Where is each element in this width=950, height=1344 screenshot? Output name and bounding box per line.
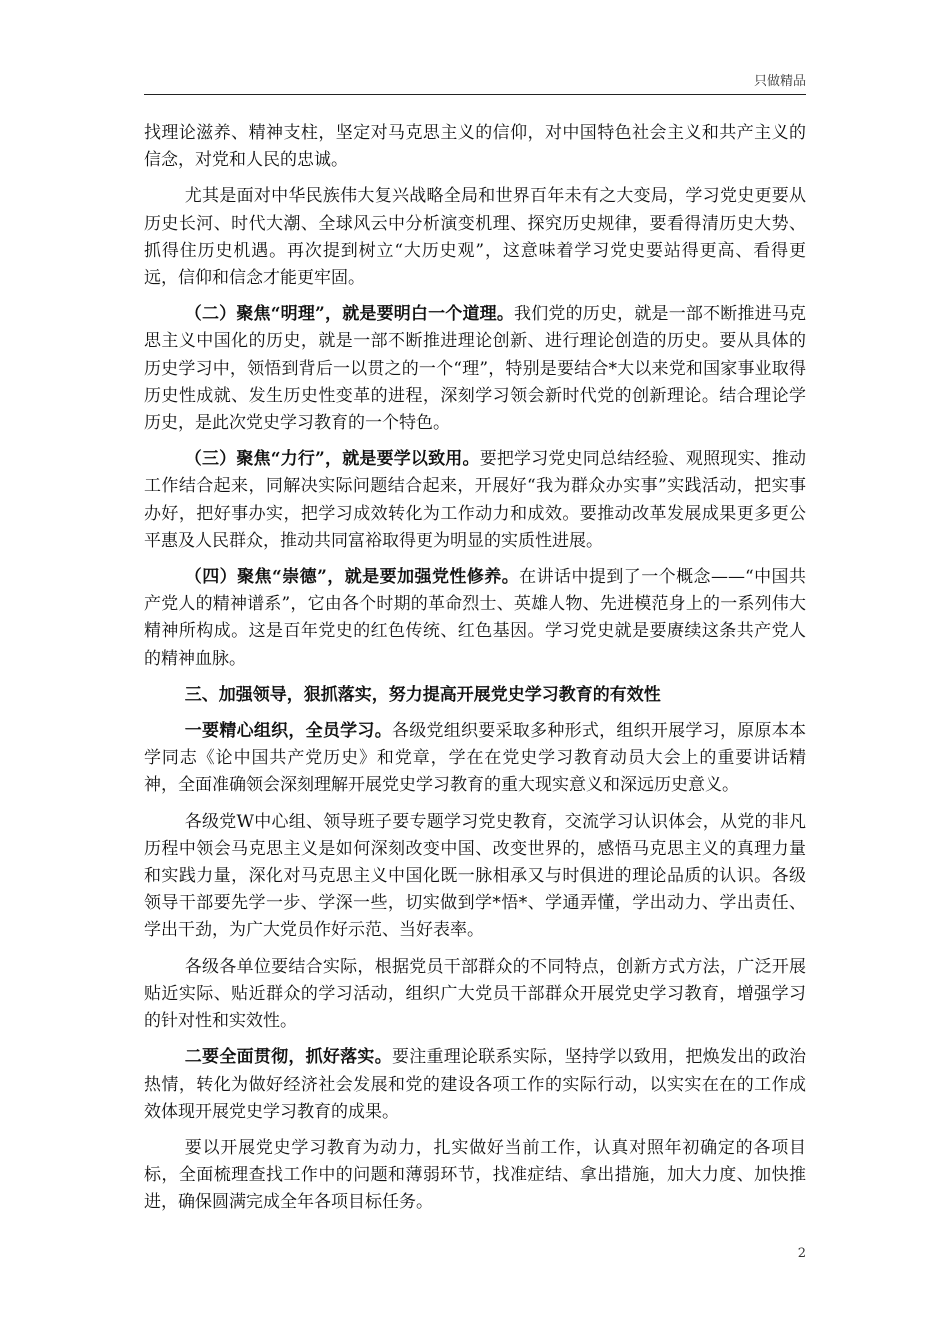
paragraph-text: 找理论滋养、精神支柱，坚定对马克思主义的信仰，对中国特色社会主义和共产主义的信念，对党和人民的忠诚。 <box>144 123 806 171</box>
paragraph-lead: （三）聚焦“力行”，就是要学以致用。 <box>184 449 480 470</box>
paragraph-goals <box>144 1135 806 1217</box>
paragraph-leadership-study <box>144 809 806 945</box>
header-divider <box>144 94 806 95</box>
paragraph-lead: 二要全面贯彻，抓好落实。 <box>184 1047 392 1068</box>
paragraph-text: 我们党的历史，就是一部不断推进马克思主义中国化的历史，就是一部不断推进理论创新、进行理论创造的历史。要从具体的历史学习中，领悟到背后一以贯之的一个“理”，特别是要结合*大以来党和国家事业取得历史性成就、发生历史性变革的进程，深刻学习领会新时代党的创新理论。结合理论学历史，是此次党史学习教育的一个特色。 <box>144 304 806 434</box>
paragraph-text: 要把学习党史同总结经验、观照现实、推动工作结合起来，同解决实际问题结合起来，开展好“我为群众办实事”实践活动，把实事办好，把好事办实，把学习成效转化为工作动力和成效。要推动改革发展成果更多更公平惠及人民群众，推动共同富裕取得更为明显的实质性进展。 <box>144 449 807 551</box>
page-number: 2 <box>797 1246 806 1261</box>
paragraph-mingli <box>144 301 806 437</box>
page-header: 只做精品 <box>753 74 806 89</box>
paragraph-text: 各级党组织要采取多种形式，组织开展学习，原原本本学同志《论中国共产党历史》和党章，学在在党史学习教育动员大会上的重要讲话精神，全面准确领会深刻理解开展党史学习教育的重大现实意义和深远历史意义。 <box>144 721 806 796</box>
paragraph-lead: （二）聚焦“明理”，就是要明白一个道理。 <box>184 304 515 325</box>
paragraph-text: 在讲话中提到了一个概念——“中国共产党人的精神谱系”，它由各个时期的革命烈士、英雄人物、先进模范身上的一系列伟大精神所构成。这是百年党史的红色传统、红色基因。学习党史就是要赓续这条共产党人的精神血脉。 <box>144 567 806 669</box>
paragraph-lead: 一要精心组织，全员学习。 <box>184 721 392 742</box>
paragraph-text: 要注重理论联系实际，坚持学以致用，把焕发出的政治热情，转化为做好经济社会发展和党的建设各项工作的实际行动，以实实在在的工作成效体现开展党史学习教育的成果。 <box>144 1047 806 1122</box>
paragraph-organize <box>144 718 806 800</box>
paragraph-lixing <box>144 446 806 555</box>
paragraph-history-view <box>144 183 806 292</box>
paragraph-units-practice <box>144 954 806 1036</box>
paragraph-implement <box>144 1044 806 1126</box>
paragraph-lead: （四）聚焦“崇德”，就是要加强党性修养。 <box>184 567 520 588</box>
paragraph-chongde <box>144 564 806 673</box>
paragraph-continuation <box>144 120 806 174</box>
section-heading: 三、加强领导，狠抓落实，努力提高开展党史学习教育的有效性 <box>184 684 661 705</box>
paragraph-text: 尤其是面对中华民族伟大复兴战略全局和世界百年未有之大变局，学习党史更要从历史长河、时代大潮、全球风云中分析演变机理、探究历史规律，要看得清历史大势、抓得住历史机遇。再次提到树立“大历史观”，这意味着学习党史要站得更高、看得更远，信仰和信念才能更牢固。 <box>144 186 806 289</box>
paragraph-text: 各级各单位要结合实际，根据党员干部群众的不同特点，创新方式方法，广泛开展贴近实际、贴近群众的学习活动，组织广大党员干部群众开展党史学习教育，增强学习的针对性和实效性。 <box>144 956 806 1032</box>
paragraph-text: 各级党W中心组、领导班子要专题学习党史教育，交流学习认识体会，从党的非凡历程中领会马克思主义是如何深刻改变中国、改变世界的，感悟马克思主义的真理力量和实践力量，深化对马克思主义中国化既一脉相承又与时俱进的理论品质的认识。各级领导干部要先学一步、学深一些，切实做到学*悟*、学通弄懂，学出动力、学出责任、学出干劲，为广大党员作好示范、当好表率。 <box>144 811 806 941</box>
paragraph-text: 要以开展党史学习教育为动力，扎实做好当前工作，认真对照年初确定的各项目标，全面梳理查找工作中的问题和薄弱环节，找准症结、拿出措施，加大力度、加快推进，确保圆满完成全年各项目标任务。 <box>144 1137 806 1213</box>
document-body <box>144 120 806 1226</box>
